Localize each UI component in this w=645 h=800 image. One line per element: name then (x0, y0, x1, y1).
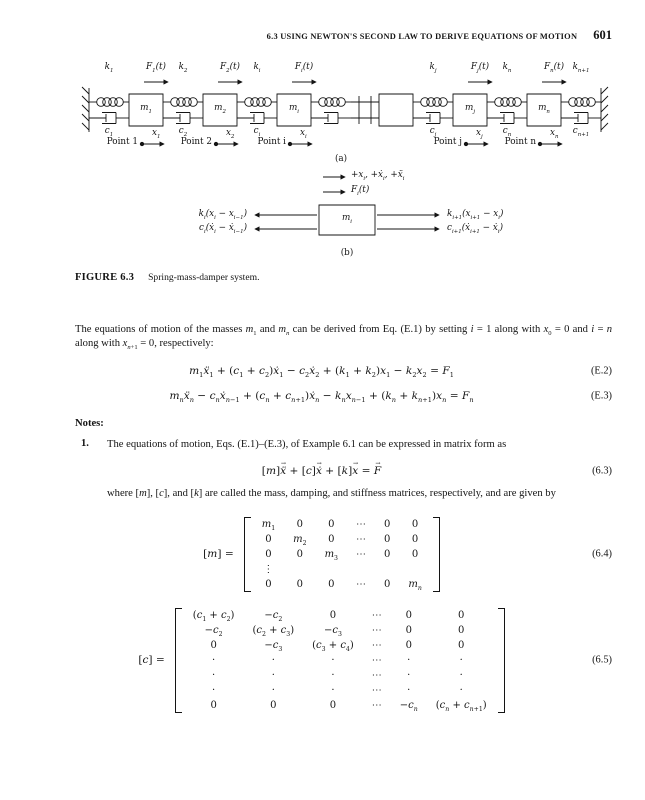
point-label-n: Point n (504, 137, 536, 147)
figure-6-3-part-a (71, 63, 611, 167)
matrix-m-body: $m_1$ 0 0 ⋯ 0 0 0 $m_2$ 0 ⋯ 0 0 0 0 $m_3$ ⋯ 0 0 ⋮ 0 0 0 ⋯ 0 $m_n$ (261, 518, 422, 592)
part-a-tag: (a) (334, 154, 348, 164)
page-header (75, 28, 612, 43)
sign-convention-label: $+x_i$, +ẋ$_i$, +ẍ$_i$ (351, 170, 405, 182)
disp-label-xi: $x_i$ (300, 128, 307, 140)
point-label-j: Point j (433, 137, 462, 147)
note-1-number: 1. (81, 437, 89, 449)
damper-label-c2: $c_2$ (178, 126, 188, 138)
equation-6-4 (75, 516, 612, 593)
equation-e2 (75, 365, 612, 377)
right-spring-force-label: $k_{i+1}(x_{i+1} - x_i)$ (447, 209, 504, 221)
page-content (75, 28, 612, 714)
mass-label-m2: $m_2$ (214, 103, 226, 115)
where-paragraph: where [m], [c], and [k] are called the mass, damping, and stiffness matrices, respectively, and are given by (107, 488, 556, 500)
right-damper-force-label: $c_{i+1}(ẋ_{i+1}$ − ẋ$_i$) (447, 223, 503, 235)
damper-label-cn1: $c_{n+1}$ (572, 126, 590, 138)
equation-6-3 (75, 465, 612, 477)
point-label-2: Point 2 (180, 137, 212, 147)
equation-6-5-number: (6.5) (592, 654, 612, 666)
running-head: 6.3 USING NEWTON'S SECOND LAW TO DERIVE EQUATIONS OF MOTION (266, 32, 578, 41)
point-label-i: Point i (257, 137, 286, 147)
spring-symbols (89, 98, 601, 107)
equation-6-3-body: [m]ẍ → + [c]ẋ → + [k]x → = F → (75, 465, 568, 477)
spring-label-k1: $k_1$ (104, 62, 114, 74)
matrix-c (175, 607, 505, 714)
equation-e3-number: (E.3) (590, 390, 612, 402)
matrix-m (244, 516, 440, 593)
matrix-c-lhs: [c] = (138, 654, 165, 667)
left-damper-force-label: $c_i(ẋ_i$ − ẋ$_{i-1}$) (199, 223, 247, 235)
equation-e2-number: (E.2) (590, 365, 612, 377)
force-label-fi: $F_i(t)$ (294, 62, 314, 74)
disp-label-xn: $x_n$ (550, 128, 559, 140)
damper-label-cj: $c_j$ (429, 126, 437, 138)
note-1 (81, 438, 612, 452)
point-label-1: Point 1 (106, 137, 138, 147)
right-bracket (433, 517, 440, 592)
equation-6-3-number: (6.3) (592, 465, 612, 477)
disp-label-xj: $x_j$ (476, 128, 483, 140)
damper-label-cn: $c_n$ (502, 126, 512, 138)
matrix-c-body: $(c_1 + c_2)$ $-c_2$ 0 ⋯ 0 0 $-c_2$ $(c_2 + c_3)$ $-c_3$ ⋯ 0 0 0 $-c_3$ $(c_3 + c_4)$ ⋯ 0 0 · · · ⋯ · · · · · ⋯ · · · · · ⋯ · · 0 0 0 ⋯ $-c_n$ $(c_n + c_{n+1})$ (192, 609, 487, 713)
force-label-fn: $F_n(t)$ (543, 62, 565, 74)
spring-label-kn: $k_n$ (502, 62, 512, 74)
equation-6-4-number: (6.4) (592, 548, 612, 560)
notes-heading: Notes: (75, 417, 104, 429)
force-label-f1: $F_1(t)$ (146, 62, 166, 74)
figure-number: FIGURE 6.3 (75, 272, 135, 283)
disp-label-x2: $x_2$ (226, 128, 235, 140)
figure-6-3-part-b (71, 169, 611, 263)
damper-symbols (89, 113, 601, 124)
part-b-tag: (b) (340, 248, 354, 258)
mass-label-mi-fbd: $m_i$ (341, 213, 353, 225)
force-label-f2: $F_2(t)$ (220, 62, 240, 74)
left-bracket (244, 517, 251, 592)
note-1-text: The equations of motion, Eqs. (E.1)–(E.3), of Example 6.1 can be expressed in matrix form as (107, 438, 507, 450)
left-spring-force-label: $k_i(x_i - x_{i-1})$ (198, 209, 247, 221)
right-bracket (498, 608, 505, 713)
mass-label-mi: $m_i$ (288, 103, 300, 115)
equation-e3-body: $m_nẍ_n$ − $c_nẋ_{n-1} + (c_n$ + $c_{n+1})ẋ_n - k_nx_{n-1} + (k_n + k_{n+1})x_n = F_n$ (169, 389, 474, 404)
chain-break (351, 96, 379, 124)
left-bracket (175, 608, 182, 713)
right-wall (601, 87, 608, 132)
left-wall (82, 87, 89, 132)
mass-label-m1: $m_1$ (140, 103, 152, 115)
mass-label-mn: $m_n$ (538, 103, 550, 115)
matrix-m-lhs: [m] = (203, 548, 234, 561)
applied-force-label: $F_i(t)$ (351, 185, 370, 197)
spring-label-kj: $k_j$ (429, 62, 437, 74)
spring-label-ki: $k_i$ (253, 62, 261, 74)
damper-label-c1: $c_1$ (104, 126, 114, 138)
equation-e3 (75, 390, 612, 402)
intro-paragraph: The equations of motion of the masses $m_1$ and $m_n$ can be derived from Eq. (E.1) by setting i = 1 along with $x_0 = 0$ and i = n along with $x_{n+1} = 0$, respectively: (75, 324, 613, 352)
page-number: 601 (593, 28, 612, 42)
mass-label-mj: $m_j$ (464, 103, 476, 115)
force-label-fj: $F_j(t)$ (470, 62, 490, 74)
equation-e2-body: $m_1ẍ_1 + (c_1$ + $c_2)ẋ_1$ − $c_2ẋ_2 + (k_1 + k_2)x_1 - k_2x_2 = F_1$ (189, 364, 454, 379)
equation-6-5 (75, 607, 612, 714)
spring-label-kn1: $k_{n+1}$ (572, 62, 590, 74)
damper-label-ci: $c_i$ (253, 126, 261, 138)
spring-label-k2: $k_2$ (178, 62, 188, 74)
figure-caption-text: Spring-mass-damper system. (148, 272, 260, 283)
disp-label-x1: $x_1$ (152, 128, 161, 140)
figure-caption (75, 272, 612, 283)
spring-mass-damper-diagram (71, 63, 611, 167)
